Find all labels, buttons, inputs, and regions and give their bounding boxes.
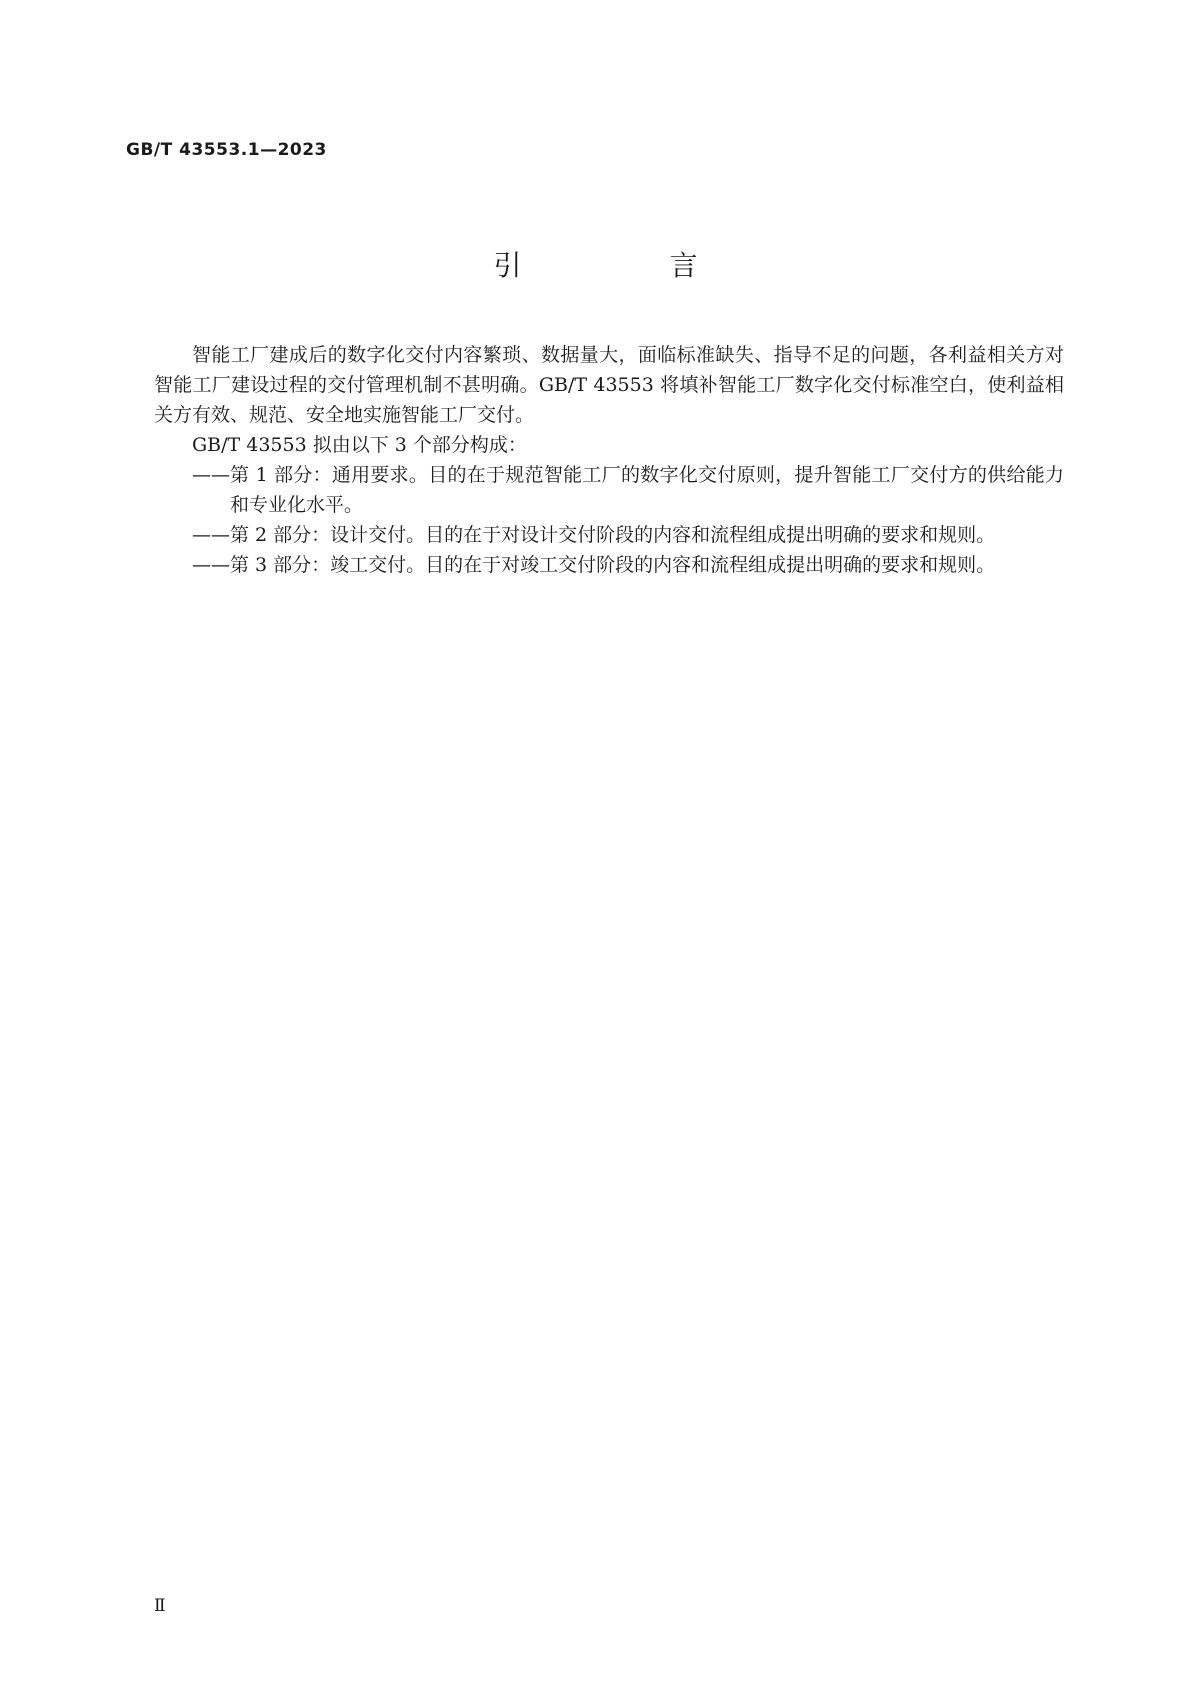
list-dash: —— [192,554,230,576]
intro-paragraph: 智能工厂建成后的数字化交付内容繁琐、数据量大，面临标准缺失、指导不足的问题，各利益相关方对智能工厂建设过程的交付管理机制不甚明确。GB/T 43553 将填补智能工厂数字化交付标准空白，使利益相关方有效、规范、安全地实施智能工厂交付。 [154,344,1064,426]
list-item-text: 第 2 部分：设计交付。目的在于对设计交付阶段的内容和流程组成提出明确的要求和规则。 [230,524,996,546]
page-number: Ⅱ [154,1596,166,1616]
list-item [154,520,1064,550]
page-title: 引 言 [493,249,758,282]
standard-code: GB/T 43553.1—2023 [126,140,327,160]
list-dash: —— [192,464,230,486]
list-dash: —— [192,524,230,546]
parts-list [154,460,1064,580]
list-item [154,460,1064,520]
list-item-text: 第 3 部分：竣工交付。目的在于对竣工交付阶段的内容和流程组成提出明确的要求和规则。 [230,554,996,576]
list-item-text: 第 1 部分：通用要求。目的在于规范智能工厂的数字化交付原则，提升智能工厂交付方的供给能力和专业化水平。 [230,464,1064,516]
parts-intro-paragraph: GB/T 43553 拟由以下 3 个部分构成： [192,434,527,456]
document-body [154,340,1064,580]
list-item [154,550,1064,580]
